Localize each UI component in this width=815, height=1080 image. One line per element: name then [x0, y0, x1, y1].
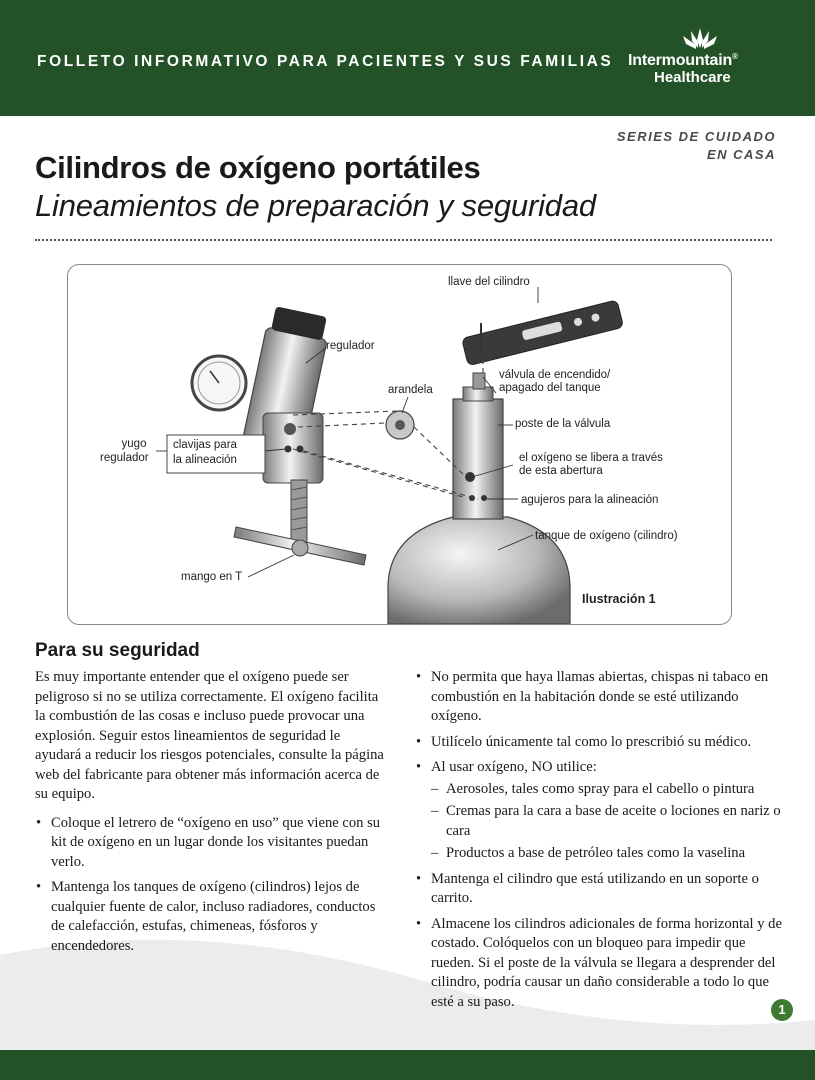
logo-name: Intermountain® [628, 52, 738, 69]
label-yugo-2: regulador [100, 452, 149, 464]
bullet-item: • Mantenga los tanques de oxígeno (cilindros) lejos de cualquier fuente de calor, incluso radiadores, conductos de calefacción, estufas, chimeneas, fósforos y encendedores. [35, 878, 387, 956]
intermountain-logo [628, 26, 778, 90]
label-mango: mango en T [181, 571, 243, 583]
label-agujeros: agujeros para la alineación [521, 494, 659, 506]
illustration-1 [67, 264, 732, 625]
bullet-item: • Mantenga el cilindro que está utilizando en un soporte o carrito. [415, 870, 790, 909]
right-column [415, 668, 790, 1018]
dash-item: – Cremas para la cara a base de aceite o lociones en nariz o cara [431, 802, 790, 841]
series-line-2: EN CASA [706, 147, 776, 162]
label-poste-valvula: poste de la válvula [515, 418, 611, 430]
label-clavijas-2: la alineación [173, 454, 237, 466]
bullet-item: • Utilícelo únicamente tal como lo prescribió su médico. [415, 733, 790, 753]
label-llave-cilindro: llave del cilindro [448, 276, 530, 288]
header-banner [0, 0, 815, 116]
page-subtitle: Lineamientos de preparación y seguridad [35, 188, 596, 223]
bullet-item-do-not-use [415, 758, 790, 864]
logo-leaf-icon [680, 26, 720, 52]
bullet-item: • Almacene los cilindros adicionales de forma horizontal y de costado. Colóquelos con un bloqueo para impedir que rueden. Si el poste de la válvula se llegara a desprender del cilindro, podría causar un daño considerable a todo lo que esté a su paso. [415, 915, 790, 1013]
label-libera-1: el oxígeno se libera a través [519, 452, 663, 464]
intro-paragraph: Es muy importante entender que el oxígeno puede ser peligroso si no se utiliza correctamente. El oxígeno facilita la combustión de las cosas e incluso puede provocar una explosión. Seguir estos lineamientos de seguridad le ayudará a reducir los riesgos potenciales, consulte la página web del fabricante para obtener más información acerca de su equipo. [35, 669, 384, 802]
footer-bar [0, 1050, 815, 1080]
bullet-item: • No permita que haya llamas abiertas, chispas ni tabaco en combustión en la habitación donde se esté utilizando oxígeno. [415, 668, 790, 727]
page-number-badge: 1 [771, 999, 793, 1021]
label-arandela: arandela [388, 384, 433, 396]
figure-caption: Ilustración 1 [582, 592, 656, 606]
series-label [590, 128, 776, 164]
dotted-divider [35, 239, 772, 241]
label-libera-2: de esta abertura [519, 465, 603, 477]
series-line-1: SERIES DE CUIDADO [616, 129, 776, 144]
logo-subname: Healthcare [654, 69, 731, 86]
bullet-text: Al usar oxígeno, NO utilice: [431, 759, 597, 775]
label-tanque: tanque de oxígeno (cilindro) [535, 530, 678, 542]
oxygen-cylinder-diagram [68, 265, 731, 624]
do-not-use-list [431, 780, 790, 864]
bullet-item: • Coloque el letrero de “oxígeno en uso” que viene con su kit de oxígeno en un lugar donde los visitantes puedan verlo. [35, 814, 387, 873]
label-regulador: regulador [326, 340, 375, 352]
left-bullet-list [35, 814, 387, 957]
left-column [35, 668, 387, 962]
label-yugo-1: yugo [121, 438, 147, 450]
label-valvula-1: válvula de encendido/ [499, 369, 611, 381]
label-clavijas-1: clavijas para [173, 439, 237, 451]
section-heading: Para su seguridad [35, 640, 200, 661]
banner-text: FOLLETO INFORMATIVO PARA PACIENTES Y SUS FAMILIAS [37, 53, 614, 70]
label-valvula-2: apagado del tanque [499, 382, 601, 394]
page-title: Cilindros de oxígeno portátiles [35, 150, 481, 185]
dash-item: – Productos a base de petróleo tales como la vaselina [431, 844, 790, 864]
dash-item: – Aerosoles, tales como spray para el cabello o pintura [431, 780, 790, 800]
right-bullet-list [415, 668, 790, 1012]
